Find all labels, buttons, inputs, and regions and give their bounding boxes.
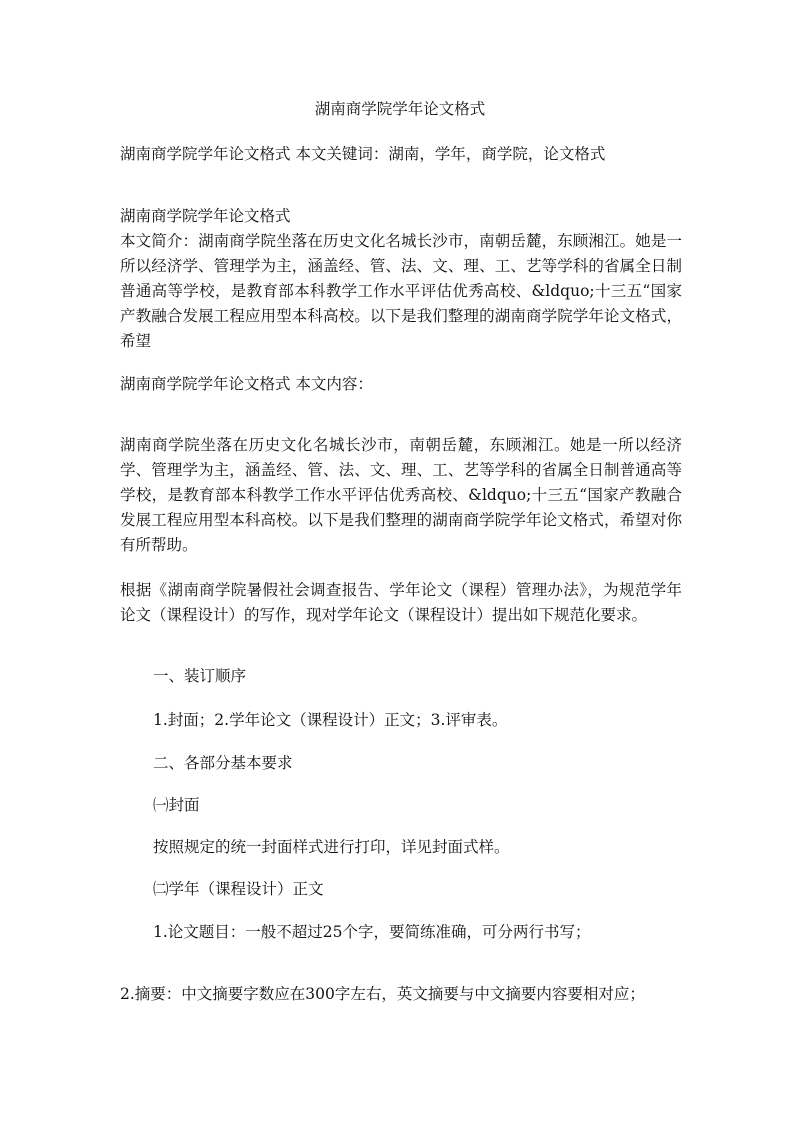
document-title: 湖南商学院学年论文格式 [314,100,486,118]
title-requirement-text: 1.论文题目：一般不超过25个字，要简练准确，可分两行书写； [153,923,591,941]
binding-order-text: 1.封面；2.学年论文（课程设计）正文；3.评审表。 [153,711,508,729]
content-heading: 湖南商学院学年论文格式 本文内容： [120,375,373,393]
heading-cover: ㈠封面 [153,796,200,814]
keywords-line: 湖南商学院学年论文格式 本文关键词：湖南，学年，商学院，论文格式 [120,145,606,163]
abstract-requirement-text: 2.摘要：中文摘要字数应在300字左右，英文摘要与中文摘要内容要相对应； [120,985,645,1003]
regulation-paragraph: 根据《湖南商学院暑假社会调查报告、学年论文（课程）管理办法》，为规范学年论文（课程设计）的写作，现对学年论文（课程设计）提出如下规范化要求。 [120,581,682,624]
heading-basic-requirements: 二、各部分基本要求 [153,754,293,772]
summary-paragraph: 本文简介：湖南商学院坐落在历史文化名城长沙市，南朝岳麓，东顾湘江。她是一所以经济学、管理学为主，涵盖经、管、法、文、理、工、艺等学科的省属全日制普通高等学校，是教育部本科教学工作水平评估优秀高校、&ldquo;十三五“国家产教融合发展工程应用型本科高校。以下是我们整理的湖南商学院学年论文格式，希望 [120,232,682,350]
section-heading: 湖南商学院学年论文格式 [120,207,291,225]
heading-binding-order: 一、装订顺序 [153,667,247,685]
heading-main-text: ㈡学年（课程设计）正文 [153,880,324,898]
cover-text: 按照规定的统一封面样式进行打印，详见封面式样。 [153,838,510,856]
intro-paragraph: 湖南商学院坐落在历史文化名城长沙市，南朝岳麓，东顾湘江。她是一所以经济学、管理学为主，涵盖经、管、法、文、理、工、艺等学科的省属全日制普通高等学校，是教育部本科教学工作水平评估优秀高校、&ldquo;十三五“国家产教融合发展工程应用型本科高校。以下是我们整理的湖南商学院学年论文格式，希望对你有所帮助。 [120,436,682,554]
